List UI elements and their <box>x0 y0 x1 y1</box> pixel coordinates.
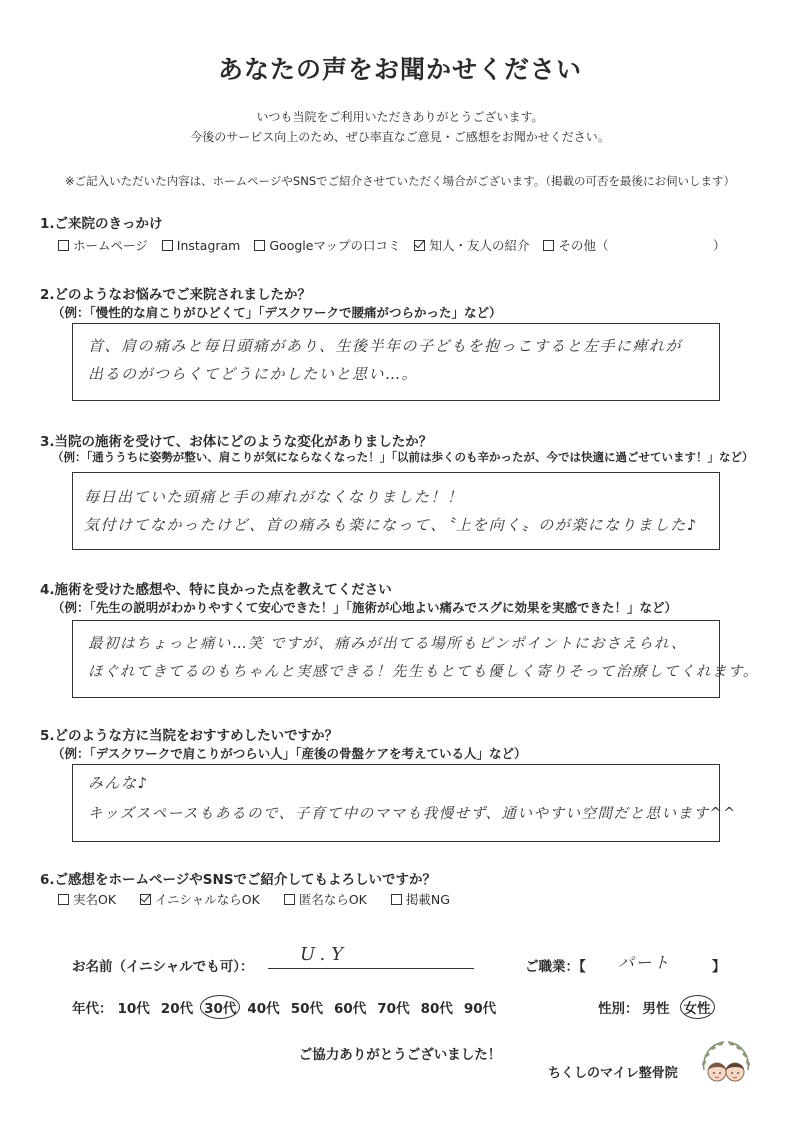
age-option-20[interactable]: 20代 <box>160 1001 194 1017</box>
q6-options <box>58 890 464 908</box>
intro-line-1: いつも当院をご利用いただきありがとうございます。 <box>256 110 544 124</box>
age-option-10[interactable]: 10代 <box>117 1001 150 1017</box>
age-option-70[interactable]: 70代 <box>377 1001 410 1017</box>
checkbox-icon[interactable] <box>543 240 554 251</box>
checkbox-checked-icon[interactable] <box>414 240 425 251</box>
age-row <box>72 997 496 1017</box>
checkbox-icon[interactable] <box>162 240 173 251</box>
q4-answer-line-1: 最初はちょっと痛い…笑 ですが、痛みが出てる場所もピンポイントにおさえられ、 <box>88 636 687 652</box>
gender-option-male[interactable]: 男性 <box>642 1001 670 1017</box>
age-option-50[interactable]: 50代 <box>290 1001 323 1017</box>
checkbox-icon[interactable] <box>254 240 265 251</box>
age-option-40[interactable]: 40代 <box>247 1001 280 1017</box>
q6-option-ng[interactable]: 掲載NG <box>391 890 450 908</box>
q4-answer-line-2: ほぐれてきてるのもちゃんと実感できる！先生もとても優しく寄りそって治療してくれます。 <box>88 664 759 680</box>
page-title: あなたの声をお聞かせください <box>217 55 582 84</box>
job-close: 】 <box>712 959 726 975</box>
name-value[interactable]: U.Y <box>300 944 350 965</box>
notice-text: ※ご記入いただいた内容は、ホームページやSNSでご紹介させていただく場合がございます。（掲載の可否を最後にお伺いします） <box>65 174 735 188</box>
q1-option-referral[interactable]: 知人・友人の紹介 <box>414 236 529 254</box>
q5-answer-line-2: キッズスペースもあるので、子育て中のママも我慢せず、通いやすい空間だと思います^^ <box>88 806 737 822</box>
thanks-text: ご協力ありがとうございました！ <box>298 1047 502 1063</box>
gender-label: 性別： <box>598 1001 639 1017</box>
gender-option-female-selected[interactable]: 女性 <box>680 995 715 1019</box>
checkbox-icon[interactable] <box>58 894 69 905</box>
q3-answer-box[interactable] <box>72 472 720 550</box>
q1-options <box>58 236 622 254</box>
q4-label: 4.施術を受けた感想や、特に良かった点を教えてください <box>40 582 392 598</box>
age-option-80[interactable]: 80代 <box>420 1001 453 1017</box>
checkbox-icon[interactable] <box>284 894 295 905</box>
q3-answer-line-2: 気付けてなかったけど、首の痛みも楽になって、〝上を向く〟のが楽になりました♪ <box>84 516 698 534</box>
q1-other-close: ） <box>713 238 726 253</box>
gender-row <box>598 997 715 1019</box>
q4-example: （例：「先生の説明がわかりやすくて安心できた！」「施術が心地よい痛みでスグに効果を実感できた！」など） <box>52 600 678 615</box>
q6-label: 6.ご感想をホームページやSNSでご紹介してもよろしいですか？ <box>40 872 436 888</box>
job-label: ご職業：【 <box>525 959 586 975</box>
q1-option-google[interactable]: Googleマップの口コミ <box>254 236 400 254</box>
q6-option-anonymous[interactable]: 匿名ならOK <box>284 890 367 908</box>
age-option-90[interactable]: 90代 <box>463 1001 497 1017</box>
q2-label: 2.どのようなお悩みでご来院されましたか？ <box>40 287 312 303</box>
q3-label: 3.当院の施術を受けて、お体にどのような変化がありましたか？ <box>40 434 433 450</box>
q6-option-initial[interactable]: イニシャルならOK <box>140 890 260 908</box>
q2-answer-line-1: 首、肩の痛みと毎日頭痛があり、生後半年の子どもを抱っこすると左手に痺れが <box>88 337 683 355</box>
q1-option-instagram[interactable]: Instagram <box>162 238 241 253</box>
name-underline <box>268 968 474 969</box>
clinic-logo-icon <box>690 1030 762 1102</box>
q3-answer-line-1: 毎日出ていた頭痛と手の痺れがなくなりました！！ <box>84 488 464 506</box>
checkbox-icon[interactable] <box>58 240 69 251</box>
clinic-name: ちくしのマイレ整骨院 <box>548 1066 678 1081</box>
age-option-60[interactable]: 60代 <box>333 1001 367 1017</box>
q5-example: （例：「デスクワークで肩こりがつらい人」「産後の骨盤ケアを考えている人」など） <box>52 746 527 761</box>
q1-option-other[interactable]: その他（ <box>543 236 608 254</box>
q1-label: 1.ご来院のきっかけ <box>40 216 163 232</box>
job-value[interactable]: パート <box>618 953 671 972</box>
checkbox-checked-icon[interactable] <box>140 894 151 905</box>
age-label: 年代： <box>72 1001 113 1017</box>
q6-option-realname[interactable]: 実名OK <box>58 890 116 908</box>
age-option-30-selected[interactable]: 30代 <box>200 995 240 1019</box>
q3-example: （例：「通ううちに姿勢が整い、肩こりが気にならなくなった！」「以前は歩くのも辛かったが、今では快適に過ごせています！」など） <box>52 450 754 464</box>
q1-option-homepage[interactable]: ホームページ <box>58 236 148 254</box>
q2-example: （例：「慢性的な肩こりがひどくて」「デスクワークで腰痛がつらかった」など） <box>52 305 502 320</box>
name-label: お名前（イニシャルでも可）： <box>72 959 254 975</box>
intro-line-2: 今後のサービス向上のため、ぜひ率直なご意見・ご感想をお聞かせください。 <box>190 130 610 144</box>
q2-answer-line-2: 出るのがつらくてどうにかしたいと思い…。 <box>88 365 419 383</box>
checkbox-icon[interactable] <box>391 894 402 905</box>
q5-answer-line-1: みんな♪ <box>88 774 149 792</box>
q5-label: 5.どのような方に当院をおすすめしたいですか？ <box>40 728 339 744</box>
